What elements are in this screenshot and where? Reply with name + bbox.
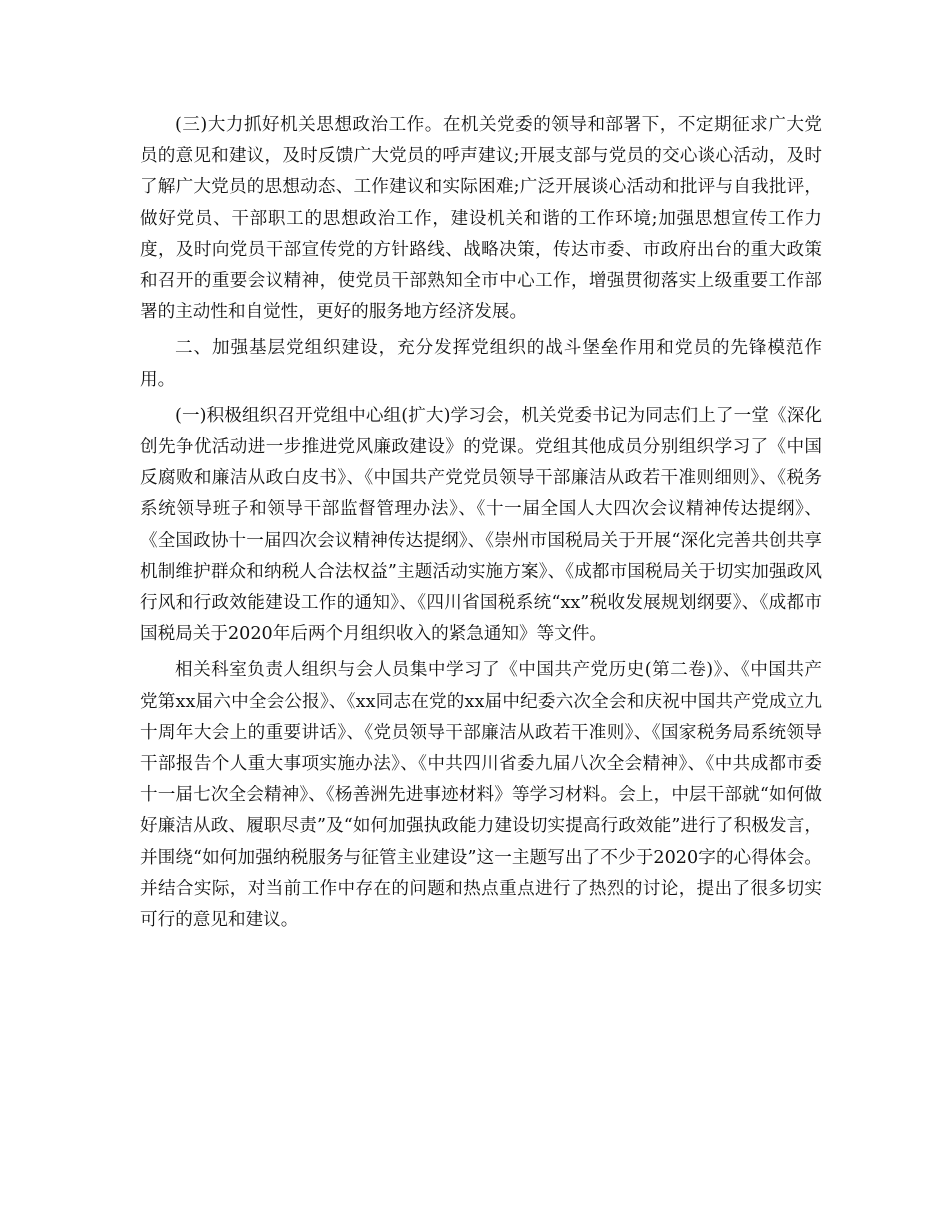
paragraph-political-work: (三)大力抓好机关思想政治工作。在机关党委的领导和部署下，不定期征求广大党员的意见和建议，及时反馈广大党员的呼声建议;开展支部与党员的交心谈心活动，及时了解广大党员的思想动态、工作建议和实际困难;广泛开展谈心活动和批评与自我批评，做好党员、干部职工的思想政治工作，建设机关和谐的工作环境;加强思想宣传工作力度，及时向党员干部宣传党的方针路线、战略决策，传达市委、市政府出台的重大政策和召开的重要会议精神，使党员干部熟知全市中心工作，增强贯彻落实上级重要工作部署的主动性和自觉性，更好的服务地方经济发展。 — [140, 115, 822, 323]
paragraph-study-meeting: (一)积极组织召开党组中心组(扩大)学习会，机关党委书记为同志们上了一堂《深化创先争优活动进一步推进党风廉政建设》的党课。党组其他成员分别组织学习了《中国反腐败和廉洁从政白皮书》、《中国共产党党员领导干部廉洁从政若干准则细则》、《税务系统领导班子和领导干部监督管理办法》、《十一届全国人大四次会议精神传达提纲》、《全国政协十一届四次会议精神传达提纲》、《崇州市国税局关于开展“深化完善共创共享机制维护群众和纳税人合法权益”主题活动实施方案》、《成都市国税局关于切实加强政风行风和行政效能建设工作的通知》、《四川省国税系统“xx”税收发展规划纲要》、《成都市国税局关于2020年后两个月组织收入的紧急通知》等文件。 — [140, 405, 822, 645]
paragraph-section-heading: 二、加强基层党组织建设，充分发挥党组织的战斗堡垒作用和党员的先锋模范作用。 — [140, 338, 822, 390]
document-body — [140, 110, 822, 941]
paragraph-study-materials: 相关科室负责人组织与会人员集中学习了《中国共产党历史(第二卷)》、《中国共产党第xx届六中全会公报》、《xx同志在党的xx届中纪委六次全会和庆祝中国共产党成立九十周年大会上的重要讲话》、《党员领导干部廉洁从政若干准则》、《国家税务局系统领导干部报告个人重大事项实施办法》、《中共四川省委九届八次全会精神》、《中共成都市委十一届七次全会精神》、《杨善洲先进事迹材料》等学习材料。会上，中层干部就“如何做好廉洁从政、履职尽责”及“如何加强执政能力建设切实提高行政效能”进行了积极发言，并围绕“如何加强纳税服务与征管主业建设”这一主题写出了不少于2020字的心得体会。并结合实际，对当前工作中存在的问题和热点重点进行了热烈的讨论，提出了很多切实可行的意见和建议。 — [140, 660, 822, 931]
